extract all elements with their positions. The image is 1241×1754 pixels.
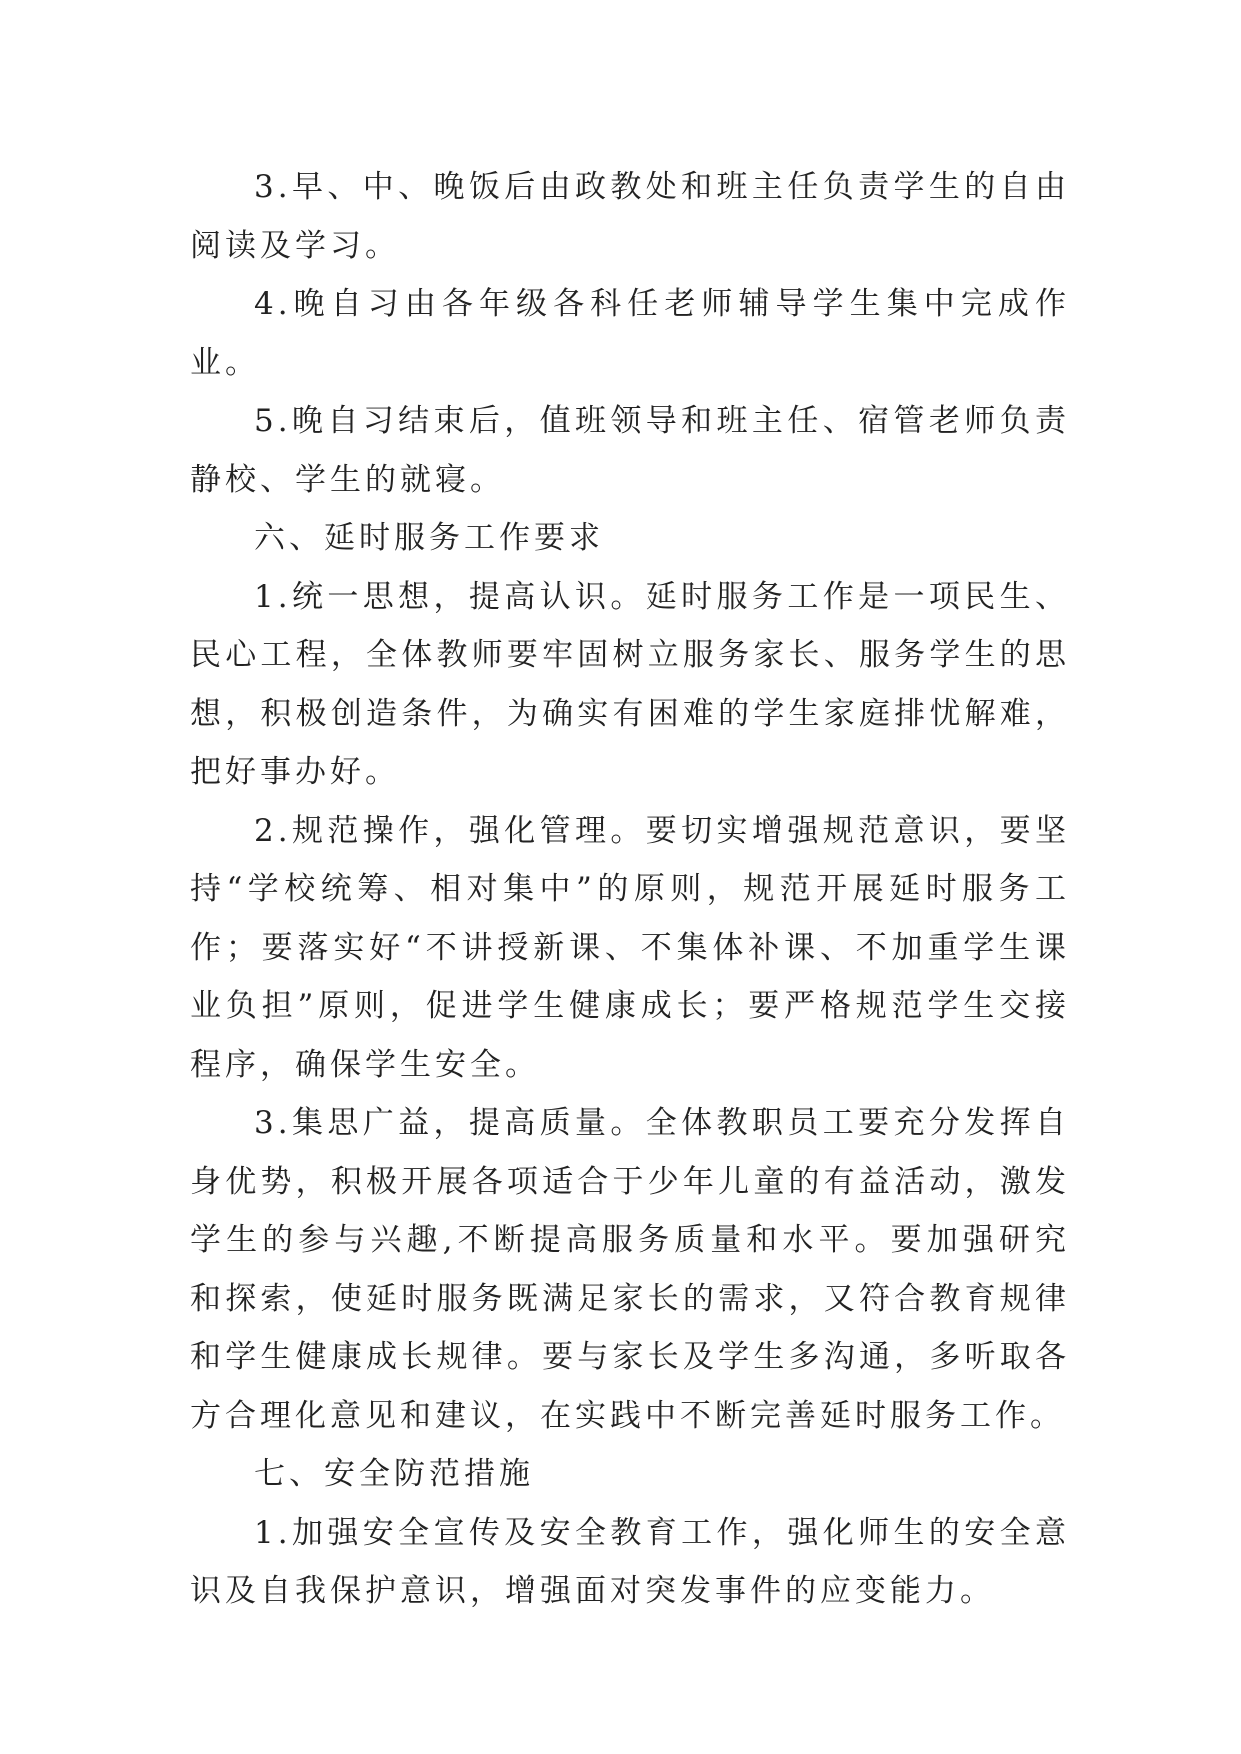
paragraph-item-3-meal-reading: 3.早、中、晚饭后由政教处和班主任负责学生的自由阅读及学习。 — [190, 169, 1070, 264]
section-heading-six: 六、延时服务工作要求 — [254, 520, 604, 556]
document-body — [190, 158, 1070, 1621]
paragraph-safety-1: 1.加强安全宣传及安全教育工作，强化师生的安全意识及自我保护意识，增强面对突发事件的应变能力。 — [190, 1514, 1070, 1609]
paragraph-requirement-2: 2.规范操作，强化管理。要切实增强规范意识，要坚持“学校统筹、相对集中”的原则，规范开展延时服务工作；要落实好“不讲授新课、不集体补课、不加重学生课业负担”原则，促进学生健康成长；要严格规范学生交接程序，确保学生安全。 — [190, 812, 1070, 1083]
paragraph-item-5-after-study: 5.晚自习结束后，值班领导和班主任、宿管老师负责静校、学生的就寝。 — [190, 403, 1070, 498]
paragraph-requirement-1: 1.统一思想，提高认识。延时服务工作是一项民生、民心工程，全体教师要牢固树立服务家长、服务学生的思想，积极创造条件，为确实有困难的学生家庭排忧解难，把好事办好。 — [190, 578, 1070, 790]
paragraph-item-4-evening-study: 4.晚自习由各年级各科任老师辅导学生集中完成作业。 — [190, 286, 1070, 381]
section-heading-seven: 七、安全防范措施 — [254, 1456, 534, 1492]
paragraph-requirement-3: 3.集思广益，提高质量。全体教职员工要充分发挥自身优势，积极开展各项适合于少年儿童的有益活动，激发学生的参与兴趣,不断提高服务质量和水平。要加强研究和探索，使延时服务既满足家长的需求，又符合教育规律和学生健康成长规律。要与家长及学生多沟通，多听取各方合理化意见和建议，在实践中不断完善延时服务工作。 — [190, 1105, 1070, 1434]
